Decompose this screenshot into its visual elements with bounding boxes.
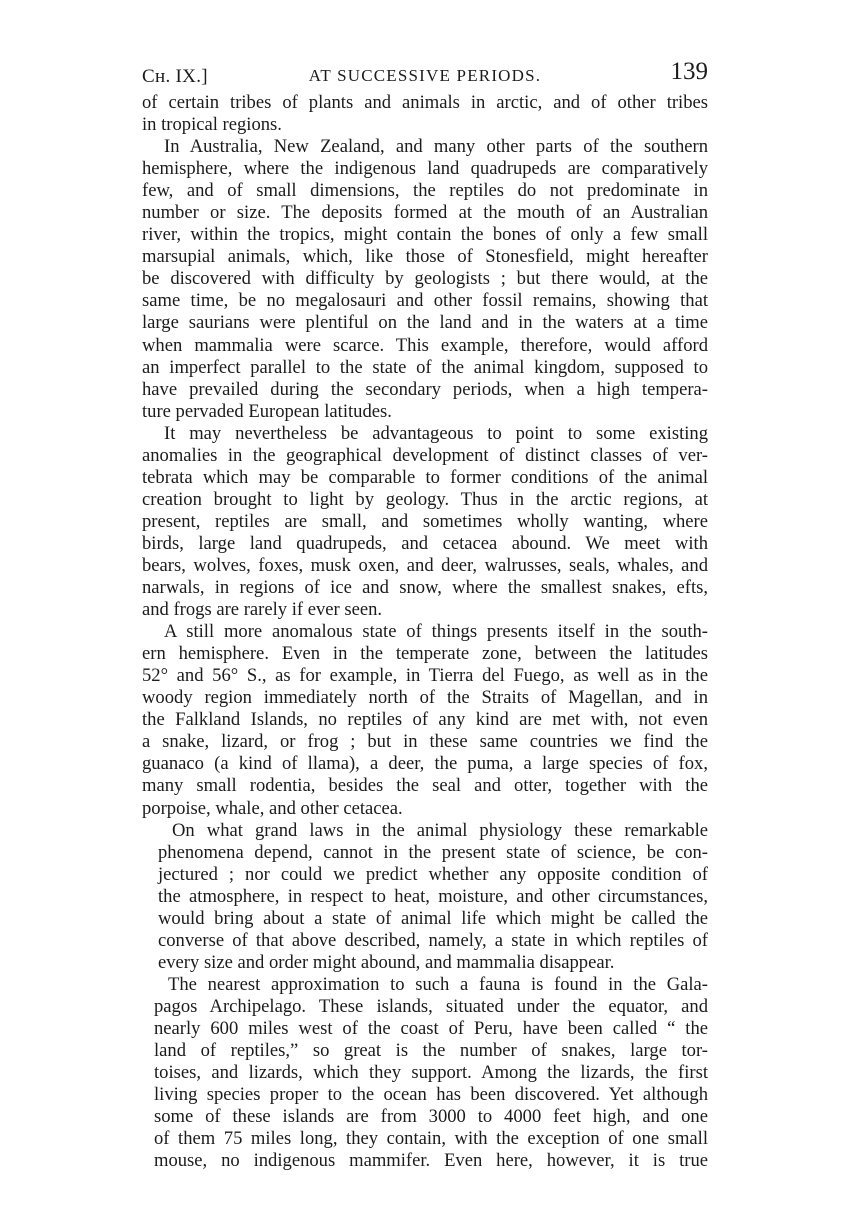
text-line: bears, wolves, foxes, musk oxen, and deer, walrusses, seals, whales, and bbox=[142, 554, 708, 576]
text-line: mouse, no indigenous mammifer. Even here, however, it is true bbox=[154, 1150, 708, 1172]
chapter-label: Cʜ. IX.] bbox=[142, 66, 208, 87]
running-head bbox=[142, 56, 708, 92]
text-line: narwals, in regions of ice and snow, where the smallest snakes, efts, bbox=[142, 577, 708, 599]
text-line: pagos Archipelago. These islands, situated under the equator, and bbox=[154, 995, 708, 1017]
quoted-paragraph bbox=[142, 820, 708, 974]
text-line: 52° and 56° S., as for example, in Tierra del Fuego, as well as in the bbox=[142, 665, 708, 687]
text-line: same time, be no megalosauri and other fossil remains, showing that bbox=[142, 290, 708, 312]
text-line: guanaco (a kind of llama), a deer, the puma, a large species of fox, bbox=[142, 753, 708, 775]
text-line: in tropical regions. bbox=[142, 114, 282, 136]
text-line: a snake, lizard, or frog ; but in these same countries we find the bbox=[142, 731, 708, 753]
text-line: would bring about a state of animal life which might be called the bbox=[158, 907, 708, 929]
text-line: have prevailed during the secondary periods, when a high tempera- bbox=[142, 378, 708, 400]
text-line: ern hemisphere. Even in the temperate zone, between the latitudes bbox=[142, 643, 708, 665]
running-title: AT SUCCESSIVE PERIODS. bbox=[308, 66, 542, 85]
text-line: land of reptiles,” so great is the number of snakes, large tor- bbox=[154, 1040, 708, 1062]
text-line: hemisphere, where the indigenous land quadrupeds are comparatively bbox=[142, 158, 708, 180]
text-line: phenomena depend, cannot in the present state of science, be con- bbox=[158, 841, 708, 863]
text-line: some of these islands are from 3000 to 4000 feet high, and one bbox=[154, 1106, 708, 1128]
text-line: every size and order might abound, and mammalia disappear. bbox=[158, 951, 615, 973]
text-line: creation brought to light by geology. Thus in the arctic regions, at bbox=[142, 488, 708, 510]
text-line: be discovered with difficulty by geologists ; but there would, at the bbox=[142, 268, 708, 290]
text-line: living species proper to the ocean has been discovered. Yet although bbox=[154, 1084, 708, 1106]
text-line: tebrata which may be comparable to former conditions of the animal bbox=[142, 466, 708, 488]
text-line: converse of that above described, namely, a state in which reptiles of bbox=[158, 929, 708, 951]
body-text bbox=[142, 92, 708, 1172]
text-line: of certain tribes of plants and animals in arctic, and of other tribes bbox=[142, 92, 708, 113]
paragraph-start-line: It may nevertheless be advantageous to point to some existing bbox=[164, 422, 708, 444]
text-line: toises, and lizards, which they support. Among the lizards, the first bbox=[154, 1062, 708, 1084]
text-line: river, within the tropics, might contain the bones of only a few small bbox=[142, 224, 708, 246]
text-line: porpoise, whale, and other cetacea. bbox=[142, 797, 403, 819]
text-line: ture pervaded European latitudes. bbox=[142, 400, 392, 422]
paragraph-start-line: A still more anomalous state of things presents itself in the south- bbox=[164, 621, 708, 643]
text-line: when mammalia were scarce. This example, therefore, would afford bbox=[142, 334, 708, 356]
text-line: and frogs are rarely if ever seen. bbox=[142, 599, 383, 621]
text-line: marsupial animals, which, like those of Stonesfield, might hereafter bbox=[142, 246, 708, 268]
text-line: an imperfect parallel to the state of the animal kingdom, supposed to bbox=[142, 356, 708, 378]
text-line: anomalies in the geographical development of distinct classes of ver- bbox=[142, 444, 708, 466]
text-line: present, reptiles are small, and sometimes wholly wanting, where bbox=[142, 510, 708, 532]
text-line: birds, large land quadrupeds, and cetacea abound. We meet with bbox=[142, 532, 708, 554]
book-page bbox=[142, 56, 708, 1172]
text-line: the atmosphere, in respect to heat, moisture, and other circumstances, bbox=[158, 885, 708, 907]
text-line: jectured ; nor could we predict whether any opposite condition of bbox=[158, 863, 708, 885]
paragraph-start-line: In Australia, New Zealand, and many other parts of the southern bbox=[164, 136, 708, 158]
page-number: 139 bbox=[670, 58, 708, 85]
text-line: of them 75 miles long, they contain, with the exception of one small bbox=[154, 1128, 708, 1150]
text-line: the Falkland Islands, no reptiles of any kind are met with, not even bbox=[142, 709, 708, 731]
text-line: woody region immediately north of the Straits of Magellan, and in bbox=[142, 687, 708, 709]
text-line: few, and of small dimensions, the reptiles do not predominate in bbox=[142, 180, 708, 202]
text-line: many small rodentia, besides the seal and otter, together with the bbox=[142, 775, 708, 797]
text-line: number or size. The deposits formed at the mouth of an Australian bbox=[142, 202, 708, 224]
text-line: large saurians were plentiful on the land and in the waters at a time bbox=[142, 312, 708, 334]
paragraph-start-line: On what grand laws in the animal physiology these remarkable bbox=[172, 819, 708, 841]
paragraph-start-line: The nearest approximation to such a fauna is found in the Gala- bbox=[168, 973, 708, 995]
quoted-paragraph bbox=[142, 974, 708, 1172]
text-line: nearly 600 miles west of the coast of Peru, have been called “ the bbox=[154, 1017, 708, 1039]
